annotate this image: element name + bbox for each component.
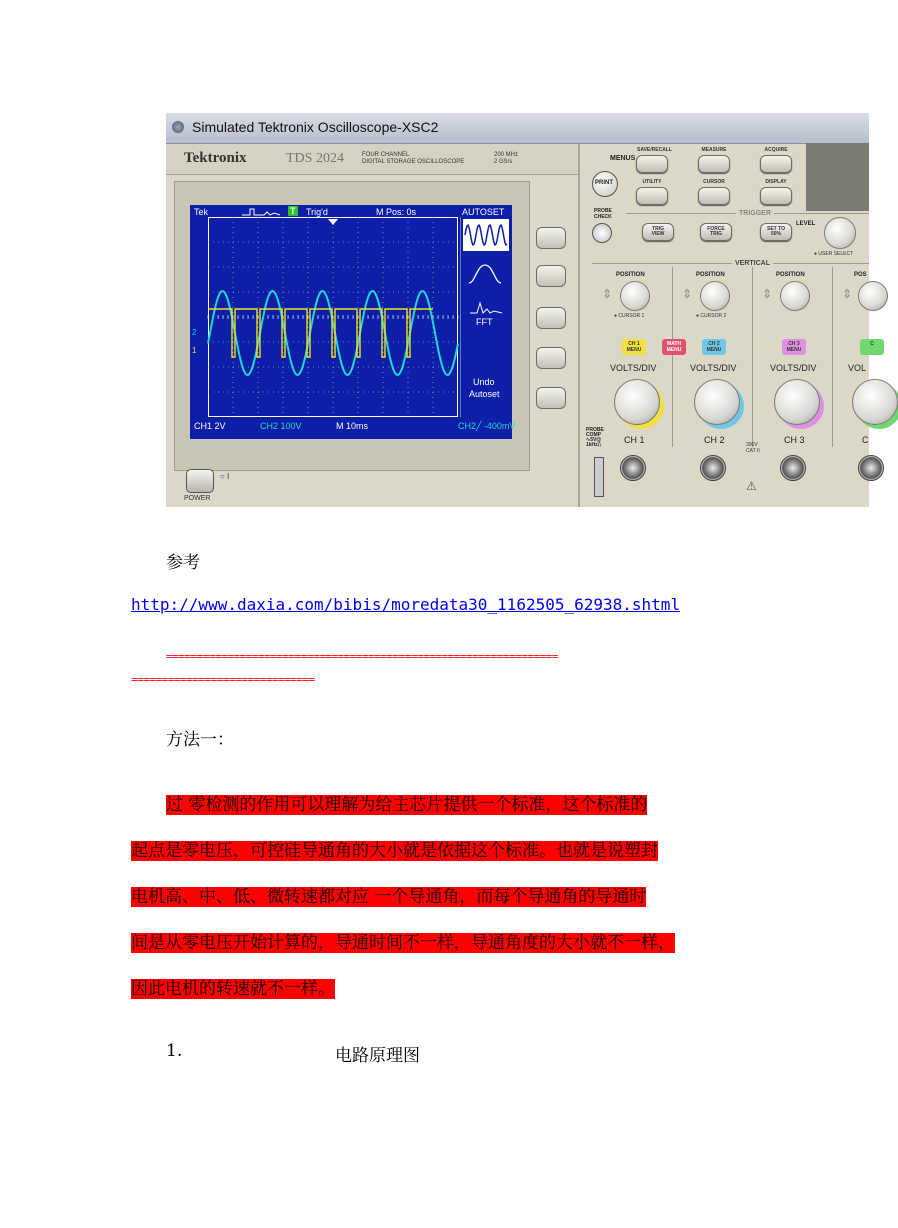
app-icon	[172, 121, 184, 133]
model-desc-2: DIGITAL STORAGE OSCILLOSCOPE	[362, 159, 465, 165]
ch1-bnc-connector[interactable]	[620, 455, 646, 481]
level-label: LEVEL	[796, 221, 816, 227]
ch3-menu-button[interactable]: CH 3 MENU	[782, 339, 806, 355]
ch4-bnc-connector[interactable]	[858, 455, 884, 481]
warning-icon: ⚠	[746, 479, 757, 493]
option-button-5[interactable]	[536, 387, 566, 409]
probe-check-label: PROBE CHECK	[594, 208, 612, 220]
position-arrows-4-icon: ⇕	[842, 287, 853, 301]
model-name: TDS 2024	[286, 151, 344, 166]
autoset-label: AUTOSET	[462, 207, 505, 217]
window-title: Simulated Tektronix Oscilloscope-XSC2	[192, 119, 439, 135]
trig-view-button[interactable]: TRIG VIEW	[642, 223, 674, 241]
option-button-1[interactable]	[536, 227, 566, 249]
undo-autoset-line2: Autoset	[469, 389, 500, 399]
position-arrows-2-icon: ⇕	[682, 287, 693, 301]
ch2-volts-div-label: VOLTS/DIV	[690, 363, 737, 373]
probe-comp-label: PROBE COMP ∿5V@ 1kHz⎍	[586, 427, 604, 448]
ch4-menu-button[interactable]: C	[860, 339, 884, 355]
user-select-label: ● USER SELECT	[814, 251, 854, 257]
power-symbol-icon: ○ I	[220, 472, 230, 481]
vertical-label: VERTICAL	[732, 260, 773, 267]
trigger-position-marker	[328, 219, 338, 225]
paragraph-line-3: 电机高、中、低、微转速都对应 一个导通角，而每个导通角的导通时	[131, 887, 647, 907]
m-pos-label: M Pos: 0s	[376, 207, 417, 217]
ch2-volts-div-knob[interactable]	[694, 379, 740, 425]
ch1-input-label: CH 1	[624, 435, 645, 445]
reference-link[interactable]: http://www.daxia.com/bibis/moredata30_1162505_62938.shtml	[131, 595, 681, 614]
trigger-badge: T	[290, 206, 296, 216]
probe-check-button[interactable]	[592, 223, 612, 243]
oscilloscope-screenshot	[166, 113, 874, 507]
position-arrows-3-icon: ⇕	[762, 287, 773, 301]
option-button-3[interactable]	[536, 307, 566, 329]
autoset-multi-cycle-option[interactable]	[463, 219, 509, 251]
menus-label: MENUS	[610, 155, 636, 162]
power-label: POWER	[184, 495, 211, 502]
window-titlebar	[166, 113, 869, 144]
ch1-volts-div-knob[interactable]	[614, 379, 660, 425]
screen-tek-label: Tek	[194, 207, 209, 217]
trigger-level-knob[interactable]	[824, 217, 856, 249]
ch1-position-knob[interactable]	[620, 281, 650, 311]
set-to-50-button[interactable]: SET TO 50%	[760, 223, 792, 241]
ch1-position-label: POSITION	[616, 272, 645, 278]
trigger-level: CH2╱ -400mV	[458, 421, 516, 431]
cursor-2-label: ● CURSOR 2	[696, 313, 727, 319]
list-item-text: 电路原理图	[335, 1046, 420, 1066]
ch2-position-label: POSITION	[696, 272, 725, 278]
acquire-button[interactable]: ACQUIRE	[760, 155, 792, 173]
spec-sample-rate: 2 GS/s	[494, 159, 513, 165]
ch3-input-label: CH 3	[784, 435, 805, 445]
separator-line-1: ================================================================	[166, 650, 558, 663]
method-heading: 方法一：	[166, 730, 234, 750]
list-item-number: 1.	[166, 1041, 183, 1061]
force-trig-button[interactable]: FORCE TRIG	[700, 223, 732, 241]
ch3-bnc-connector[interactable]	[780, 455, 806, 481]
option-button-2[interactable]	[536, 265, 566, 287]
separator-line-2: ==============================	[131, 673, 315, 686]
power-button[interactable]	[186, 469, 214, 493]
ch1-scale: CH1 2V	[194, 421, 226, 431]
ch2-marker: 2	[192, 328, 197, 337]
model-desc-1: FOUR CHANNEL	[362, 152, 410, 158]
channel-divider-1	[672, 267, 673, 447]
panel-divider	[578, 144, 580, 507]
ch3-volts-div-knob[interactable]	[774, 379, 820, 425]
channel-divider-3	[832, 267, 833, 447]
print-button[interactable]: PRINT	[592, 171, 618, 197]
display-button[interactable]: DISPLAY	[760, 187, 792, 205]
paragraph-line-2: 起点是零电压，可控硅导通角的大小就是依据这个标准。也就是说塑封	[131, 841, 658, 861]
paragraph-line-4: 间是从零电压开始计算的，导通时间不一样，导通角度的大小就不一样，	[131, 933, 675, 953]
cat-rating-label: 300V CAT II	[746, 442, 760, 454]
ch4-input-label: C	[862, 435, 869, 445]
timebase: M 10ms	[336, 421, 369, 431]
cursor-button[interactable]: CURSOR	[698, 187, 730, 205]
ch2-menu-button[interactable]: CH 2 MENU	[702, 339, 726, 355]
spec-bandwidth: 200 MHz	[494, 152, 519, 158]
side-menu	[460, 217, 511, 417]
fft-label: FFT	[476, 317, 493, 327]
ch1-marker: 1	[192, 346, 197, 355]
ch3-volts-div-label: VOLTS/DIV	[770, 363, 817, 373]
trigger-label: TRIGGER	[736, 210, 774, 217]
measure-button[interactable]: MEASURE	[698, 155, 730, 173]
scope-display	[190, 205, 516, 439]
acquisition-icon	[240, 207, 286, 217]
save-recall-button[interactable]: SAVE/RECALL	[636, 155, 668, 173]
ch4-position-label: POS	[854, 272, 867, 278]
math-menu-button[interactable]: MATH MENU	[662, 339, 686, 355]
ch1-menu-button[interactable]: CH 1 MENU	[622, 339, 646, 355]
ch2-scale: CH2 100V	[260, 421, 302, 431]
single-cycle-icon[interactable]	[467, 263, 503, 287]
ch2-input-label: CH 2	[704, 435, 725, 445]
trigger-status: Trig'd	[306, 207, 328, 217]
ch1-volts-div-label: VOLTS/DIV	[610, 363, 657, 373]
cursor-1-label: ● CURSOR 1	[614, 313, 645, 319]
ch4-volts-div-label: VOL	[848, 363, 867, 373]
paragraph-line-1: 过 零检测的作用可以理解为给主芯片提供一个标准，这个标准的	[166, 795, 648, 815]
help-panel	[806, 143, 869, 211]
graticule	[208, 217, 458, 417]
probe-comp-terminal	[594, 457, 604, 497]
reference-label: 参考	[166, 553, 200, 573]
bezel-header	[166, 144, 578, 175]
brand-logo: Tektronix	[184, 150, 247, 166]
ch4-position-knob[interactable]	[858, 281, 888, 311]
vertical-divider	[592, 263, 869, 264]
paragraph-line-5: 因此电机的转速就不一样。	[131, 979, 335, 999]
utility-button[interactable]: UTILITY	[636, 187, 668, 205]
option-button-4[interactable]	[536, 347, 566, 369]
ch3-position-label: POSITION	[776, 272, 805, 278]
ch3-position-knob[interactable]	[780, 281, 810, 311]
position-arrows-1-icon: ⇕	[602, 287, 613, 301]
fft-icon[interactable]	[469, 301, 503, 315]
ch2-bnc-connector[interactable]	[700, 455, 726, 481]
channel-divider-2	[752, 267, 753, 447]
undo-autoset-line1: Undo	[473, 377, 495, 387]
ch2-position-knob[interactable]	[700, 281, 730, 311]
ch4-volts-div-knob[interactable]	[852, 379, 898, 425]
ch1-waveform	[208, 309, 433, 357]
